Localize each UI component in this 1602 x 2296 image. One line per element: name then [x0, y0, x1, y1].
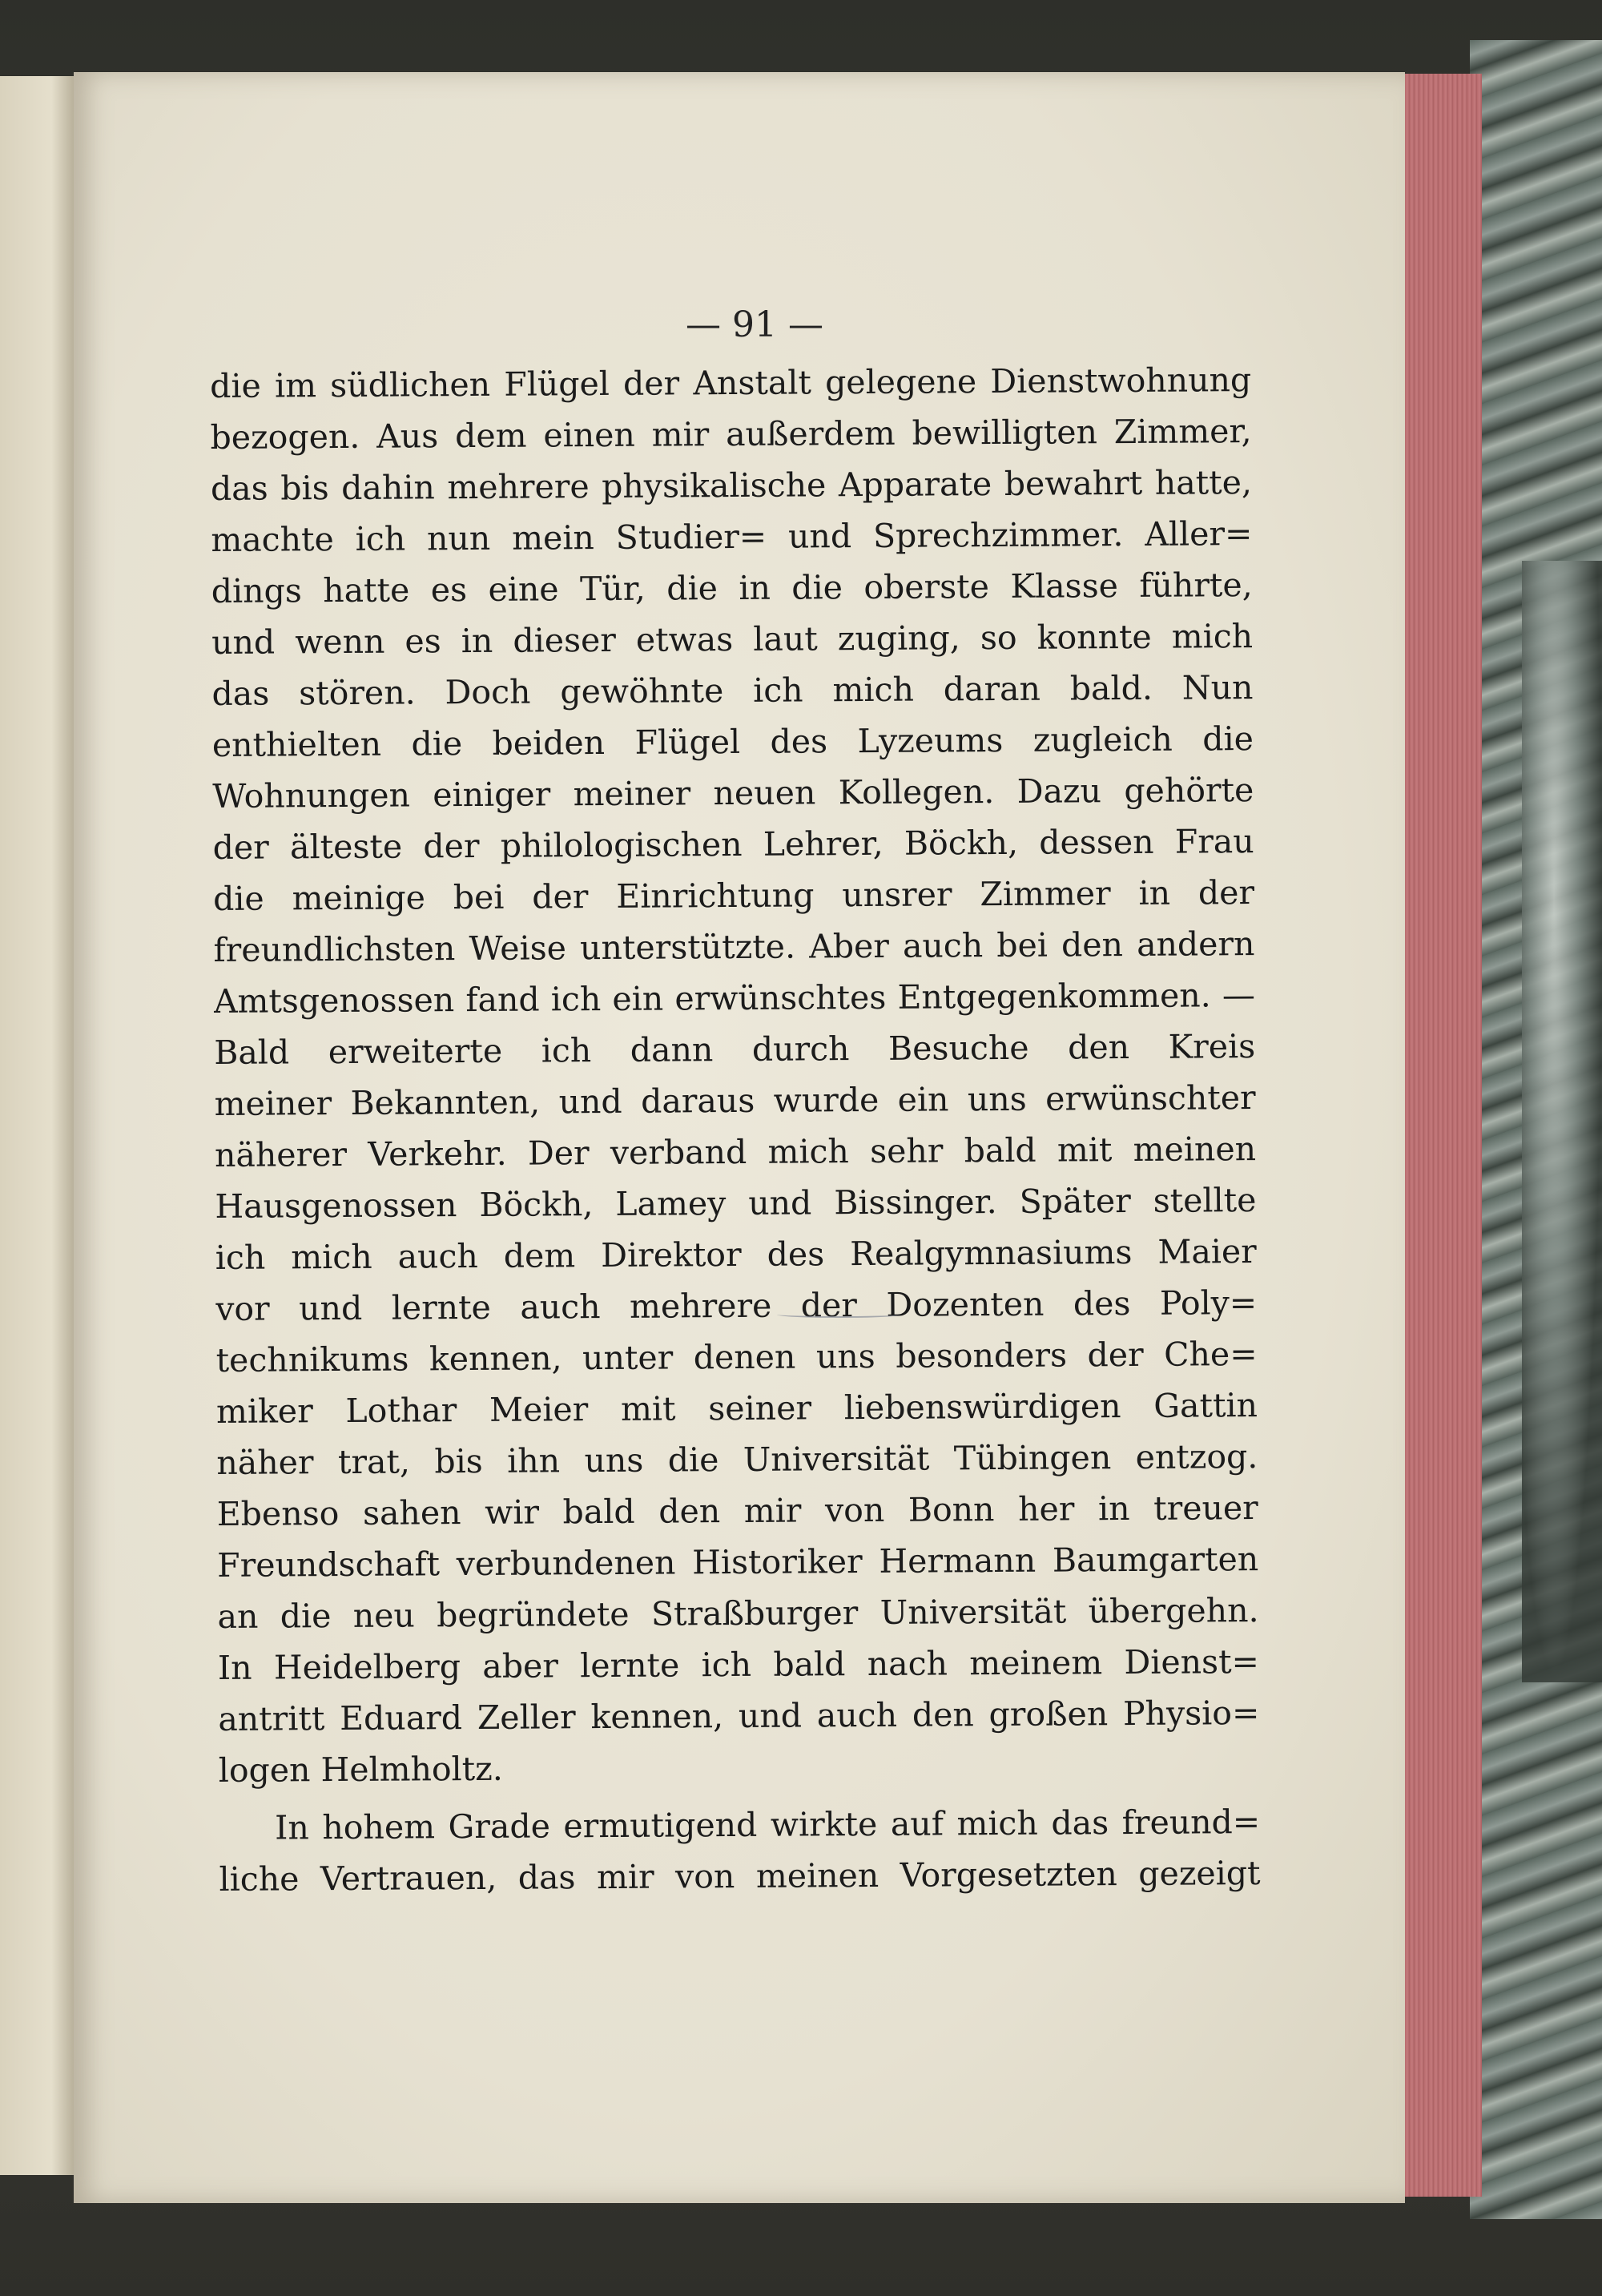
text-line: machte ich nun mein Studier= und Sprechzimmer. Aller=: [211, 514, 1253, 559]
text-line: näher trat, bis ihn uns die Universität Tübingen entzog.: [216, 1437, 1258, 1482]
text-line: Hausgenossen Böckh, Lamey und Bissinger. Später stellte: [215, 1181, 1257, 1226]
text-line: ich mich auch dem Direktor des Realgymnasiums Maier: [215, 1232, 1257, 1277]
page-block-red-edge: [1403, 74, 1482, 2197]
text-line: In Heidelberg aber lernte ich bald nach meinem Dienst=: [217, 1642, 1260, 1687]
text-line: Wohnungen einiger meiner neuen Kollegen. Dazu gehörte: [212, 771, 1254, 816]
text-line: dings hatte es eine Tür, die in die oberste Klasse führte,: [211, 566, 1253, 610]
text-line: die meinige bei der Einrichtung unsrer Zimmer in der: [212, 873, 1255, 918]
text-line: näherer Verkehr. Der verband mich sehr bald mit meinen: [214, 1130, 1257, 1174]
text-line: enthielten die beiden Flügel des Lyzeums zugleich die: [211, 719, 1254, 764]
text-line: an die neu begründete Straßburger Universität übergehn.: [217, 1591, 1259, 1636]
text-line: technikums kennen, unter denen uns besonders der Che=: [215, 1335, 1258, 1380]
text-line: das bis dahin mehrere physikalische Apparate bewahrt hatte,: [210, 463, 1253, 508]
text-line: Bald erweiterte ich dann durch Besuche den Kreis: [214, 1027, 1256, 1072]
text-line: Amtsgenossen fand ich ein erwünschtes Entgegenkommen. —: [213, 976, 1256, 1021]
text-line: Ebenso sahen wir bald den mir von Bonn her in treuer: [216, 1488, 1258, 1533]
text-line-paragraph-end: logen Helmholtz.: [218, 1749, 503, 1790]
text-line: meiner Bekannten, und daraus wurde ein uns erwünschter: [214, 1078, 1256, 1123]
text-line: vor und lernte auch mehrere der Dozenten des Poly=: [215, 1283, 1258, 1328]
text-line-paragraph-start: In hohem Grade ermutigend wirkte auf mich das freund=: [275, 1803, 1261, 1847]
left-page-edge: [0, 76, 76, 2175]
text-line: das stören. Doch gewöhnte ich mich daran bald. Nun: [211, 668, 1254, 713]
text-line: miker Lothar Meier mit seiner liebenswürdigen Gattin: [215, 1386, 1258, 1431]
text-line: die im südlichen Flügel der Anstalt gelegene Dienstwohnung: [210, 361, 1252, 405]
text-line: bezogen. Aus dem einen mir außerdem bewilligten Zimmer,: [210, 412, 1252, 457]
text-line: antritt Eduard Zeller kennen, und auch den großen Physio=: [218, 1694, 1260, 1738]
text-line: freundlichsten Weise unterstützte. Aber auch bei den andern: [213, 924, 1255, 969]
text-line: liche Vertrauen, das mir von meinen Vorgesetzten gezeigt: [219, 1854, 1261, 1899]
text-line: Freundschaft verbundenen Historiker Hermann Baumgarten: [217, 1540, 1259, 1585]
book-page: [74, 72, 1405, 2203]
text-line: der älteste der philologischen Lehrer, Böckh, dessen Frau: [212, 822, 1254, 867]
text-line: und wenn es in dieser etwas laut zuging, so konnte mich: [211, 617, 1254, 662]
body-text: [210, 354, 1261, 1905]
pencil-underline-mark: [777, 1311, 901, 1318]
marbled-cover-pattern: [1522, 561, 1602, 1682]
page-number: — 91 —: [686, 304, 823, 345]
